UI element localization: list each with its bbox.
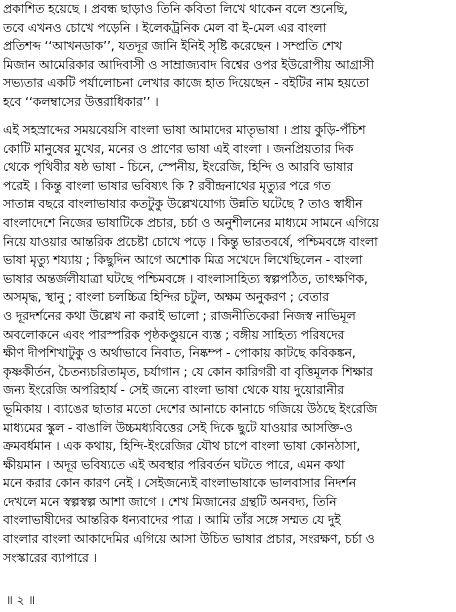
- text-line: ভূমিকায় । ব্যাঙের ছাতার মতো দেশের আনাচে কানাচে গজিয়ে উঠছে ইংরেজি: [3, 400, 378, 416]
- text-line: ও দূরদর্শনের কথা উল্লেখ না করাই ভালো ; রাজনীতিকেরা নিজস্ব নাভিমূল: [3, 307, 356, 323]
- text-line: তবে এখনও চোখে পড়েনি । ইলেকট্রনিক মেল বা ই-মেল এর বাংলা: [3, 19, 327, 35]
- text-line: বাংলাভাষীদের আন্তরিক ধন্যবাদের পাত্র । আমি তাঁর সঙ্গে সম্মত যে দুই: [3, 512, 341, 528]
- text-line: বাংলাদেশে নিজের ভাষাটিকে প্রচার, চর্চা ও অনুশীলনের মাধ্যমে সামনে এগিয়ে: [3, 214, 379, 230]
- paragraph-intro: [3, 0, 453, 112]
- text-line: কোটি মানুষের মুখের, মনের ও প্রাণের ভাষা এই বাংলা । জনপ্রিয়তার দিক: [3, 140, 354, 156]
- text-line: কৃষ্ণকীর্তন, চৈতন্যচরিতামৃত, চর্যাগান ; যে কোন কারিগরী বা বৃত্তিমূলক শিক্ষার: [3, 363, 373, 379]
- text-line: ক্ষীয়মান । অদূর ভবিষ্যতে এই অবস্থার পরিবর্তন ঘটতে পারে, এমন কথা: [3, 456, 345, 472]
- text-line: ক্ষীণ দীপশিখাটুকু ও অর্থাভাবে নিবাত, নিষ্কম্প - পোকায় কাটছে কবিকঙ্কন,: [3, 345, 356, 361]
- text-line: অবলোকনে এবং পারস্পরিক পৃষ্ঠকণ্ডুয়নে ব্যস্ত ; বঙ্গীয় সাহিত্য পরিষদের: [3, 326, 345, 342]
- text-line: সংস্কারের ব্যাপারে ।: [3, 549, 97, 565]
- text-line: ভাষা মৃত্যু শয্যায় ; কিছুদিন আগে অশোক মিত্র সখেদে লিখেছিলেন - বাংলা: [3, 252, 363, 268]
- text-line: মিজান আমেরিকার আদিবাসী ও সাম্রাজ্যবাদ বিশ্বের ওপর ইউরোপীয় আগ্রাসী: [3, 56, 374, 72]
- text-line: থেকে পৃথিবীর ষষ্ঠ ভাষা - চিনে, স্পেনীয়, ইংরেজি, হিন্দি ও আরবি ভাষার: [3, 159, 354, 175]
- text-line: দেখলে মনে স্বল্পস্বল্প আশা জাগে । শেখ মিজানের গ্রন্থটি অনবদ্য, তিনি: [3, 493, 337, 509]
- page-number: ॥ ২ ॥: [6, 593, 36, 607]
- text-line: মাধ্যমের স্কুল - বাঙালি উচ্চমধ্যবিত্তের সেই দিকে ছুটে যাওয়ার আসক্তি-ও: [3, 419, 353, 435]
- text-line: প্রকাশিত হয়েছে । প্রবন্ধ ছাড়াও তিনি কবিতা লিখে থাকেন বলে শুনেছি,: [3, 1, 348, 16]
- text-line: এই সহস্রাব্দের সময়বেয়সি বাংলা ভাষা আমাদের মাতৃভাষা । প্রায় কুড়ি-পঁচিশ: [3, 122, 366, 137]
- text-line: বাংলার বাংলা আকাদেমির এগিয়ে আসা উচিত ভাষার প্রচার, সংরক্ষণ, চর্চা ও: [3, 531, 375, 547]
- document-page: [3, 0, 453, 612]
- text-line: অসমৃদ্ধ, স্থানু ; বাংলা চলচ্চিত্র হিন্দির চটুল, অক্ষম অনুকরণ ; বেতার: [3, 289, 329, 305]
- text-line: ভাষার অন্তর্জলীযাত্রা ঘটছে পশ্চিমবঙ্গে । বাংলাসাহিত্য স্বল্পপঠিত, তাৎক্ষণিক,: [3, 270, 368, 286]
- text-line: প্রতিশব্দ ‘‘আখনডাক’’, যতদূর জানি ইনিই সৃষ্টি করেছেন । সম্প্রতি শেখ: [3, 38, 342, 54]
- text-line: হবে ‘‘কলম্বাসের উত্তরাধিকার’’ ।: [3, 93, 159, 109]
- text-line: সাতান্ন বছরে বাংলাভাষার কতটুকু উল্লেখযোগ্য উন্নতি ঘটেছে ? তাও স্বাধীন: [3, 196, 363, 212]
- text-line: পরেই । কিন্তু বাংলা ভাষার ভবিষ্যৎ কি ? রবীন্দ্রনাথের মৃত্যুর পরে গত: [3, 177, 331, 193]
- text-line: সভ্যতার একটি পর্যালোচনা লেখার কাজে হাত দিয়েছেন - বইটির নাম হয়তো: [3, 75, 370, 91]
- text-line: নিয়ে যাওয়ার আন্তরিক প্রচেষ্টা চোখে পড়ে । কিন্তু ভারতবর্ষে, পশ্চিমবঙ্গে বাংলা: [3, 233, 378, 249]
- paragraph-main: [3, 121, 453, 567]
- text-line: ক্রমবর্ধমান । এক কথায়, হিন্দি-ইংরেজির যৌথ চাপে বাংলা ভাষা কোনঠাসা,: [3, 438, 361, 454]
- text-line: জন্য ইংরেজি অপরিহার্য - সেই জন্যে বাংলা ভাষা থেকে যায় দুয়োরানীর: [3, 382, 344, 398]
- text-line: মনে করার কোন কারণ নেই । সেইজন্যেই বাংলাভাষাকে ভালবাসার নিদর্শন: [3, 475, 357, 491]
